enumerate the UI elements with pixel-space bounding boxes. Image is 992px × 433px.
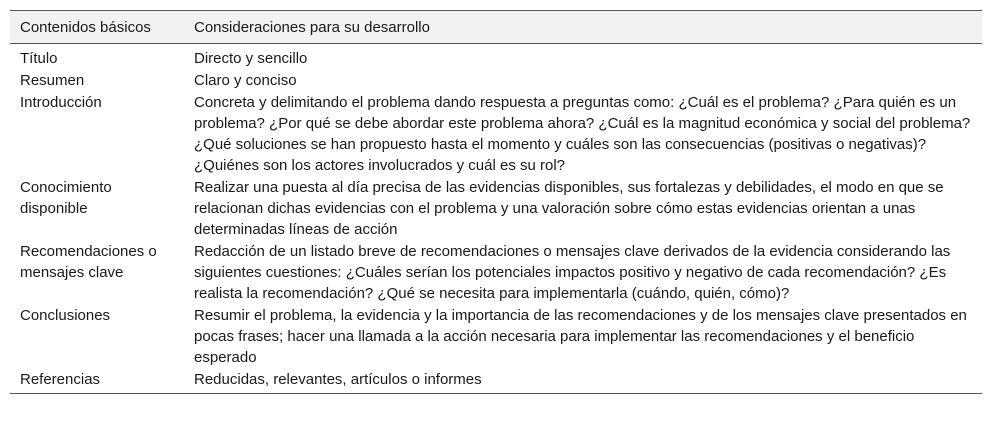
table-row	[10, 240, 982, 304]
table-row	[10, 69, 982, 91]
row-content-label: Introducción	[20, 94, 102, 111]
table-row	[10, 368, 982, 394]
row-content-label: Conclusiones	[20, 307, 111, 324]
row-consideration-text: Reducidas, relevantes, artículos o informes	[184, 368, 982, 394]
column-header-contents: Contenidos básicos	[10, 11, 184, 44]
table-row	[10, 44, 982, 70]
table-body	[10, 44, 982, 394]
table-row	[10, 91, 982, 176]
row-content-label: Conocimiento disponible	[20, 179, 112, 217]
row-content-label: Recomendaciones o mensajes clave	[20, 243, 157, 281]
table-header-row	[10, 11, 982, 44]
table-row	[10, 176, 982, 240]
row-content-label: Referencias	[10, 368, 184, 394]
table-header	[10, 11, 982, 44]
table-row	[10, 304, 982, 368]
row-consideration-text: Concreta y delimitando el problema dando respuesta a preguntas como: ¿Cuál es el problema? ¿Para quién es un problema? ¿Por qué se debe abordar este problema ahora? ¿Cuál es la magnitud económica y social del problema? ¿Qué soluciones se han propuesto hasta el momento y cuáles son las consecuencias (positivas o negativas)? ¿Quiénes son los actores involucrados y cuál es su rol?	[194, 94, 971, 174]
row-content-label: Título	[20, 50, 58, 67]
row-consideration-text: Claro y conciso	[194, 72, 297, 89]
row-consideration-text: Realizar una puesta al día precisa de las evidencias disponibles, sus fortalezas y debilidades, el modo en que se relacionan dichas evidencias con el problema y una valoración sobre cómo estas evidencias orientan a unas determinadas líneas de acción	[194, 179, 944, 238]
row-consideration-text: Redacción de un listado breve de recomendaciones o mensajes clave derivados de la evidencia considerando las siguientes cuestiones: ¿Cuáles serían los potenciales impactos positivo y negativo de cada recomendación? ¿Es realista la recomendación? ¿Qué se necesita para implementarla (cuándo, quién, cómo)?	[194, 243, 951, 302]
content-table-container	[10, 10, 982, 394]
content-table	[10, 10, 982, 394]
row-consideration-text: Directo y sencillo	[194, 50, 308, 67]
row-consideration-text: Resumir el problema, la evidencia y la importancia de las recomendaciones y de los mensajes clave presentados en pocas frases; hacer una llamada a la acción necesaria para implementar las recomendaciones y el beneficio esperado	[194, 307, 967, 366]
row-content-label: Resumen	[20, 72, 85, 89]
column-header-considerations: Consideraciones para su desarrollo	[184, 11, 982, 44]
